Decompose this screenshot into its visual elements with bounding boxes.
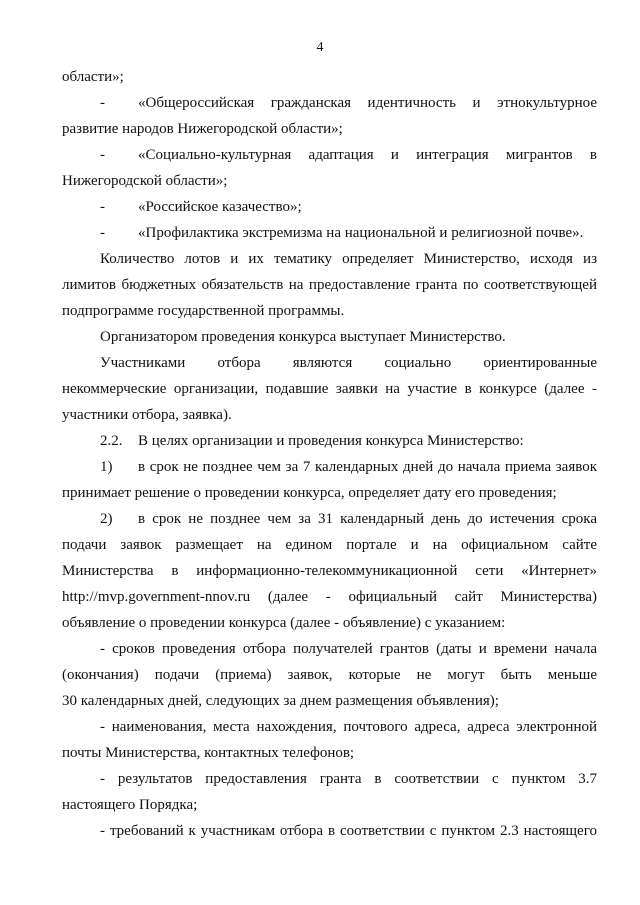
text-line: Нижегородской области»; <box>62 173 228 189</box>
text-line: области»; <box>62 69 124 85</box>
section-heading <box>62 428 597 454</box>
section-number: 2.2. <box>100 433 123 449</box>
text-line: объявление о проведении конкурса (далее - объявление) с указанием: <box>62 615 506 631</box>
text-line: участники отбора, заявка). <box>62 407 232 423</box>
document-body <box>62 64 597 844</box>
list-dash: - <box>100 225 105 241</box>
text-line: настоящего Порядка; <box>62 797 198 813</box>
list-item <box>62 506 597 532</box>
text-line: подпрограмме государственной программы. <box>62 303 345 319</box>
text-line: В целях организации и проведения конкурса Министерство: <box>138 433 524 449</box>
list-item <box>62 454 597 480</box>
text-line: в срок не позднее чем за 31 календарный день до истечения срока <box>138 511 597 527</box>
text-line: «Общероссийская гражданская идентичность и этнокультурное <box>138 95 597 111</box>
text-line: http://mvp.government-nnov.ru (далее - официальный сайт Министерства) <box>62 589 597 605</box>
text-line: подачи заявок размещает на едином портале и на официальном сайте <box>62 537 597 553</box>
list-dash: - <box>100 147 105 163</box>
text-line: Министерства в информационно-телекоммуникационной сети «Интернет» <box>62 563 597 579</box>
text-line: - результатов предоставления гранта в соответствии с пунктом 3.7 <box>100 771 597 787</box>
list-dash: - <box>100 95 105 111</box>
text-line: «Социально-культурная адаптация и интеграция мигрантов в <box>138 147 597 163</box>
page-number: 4 <box>316 40 324 55</box>
list-item <box>62 220 597 246</box>
text-line: «Российское казачество»; <box>138 199 302 215</box>
text-line: лимитов бюджетных обязательств на предоставление гранта по соответствующей <box>62 277 597 293</box>
text-line: 30 календарных дней, следующих за днем размещения объявления); <box>62 693 499 709</box>
text-line: - сроков проведения отбора получателей грантов (даты и времени начала <box>100 641 597 657</box>
list-item <box>62 142 597 168</box>
text-line: Организатором проведения конкурса выступает Министерство. <box>100 329 506 345</box>
item-number: 1) <box>100 459 113 475</box>
list-item <box>62 194 597 220</box>
text-line: принимает решение о проведении конкурса, определяет дату его проведения; <box>62 485 557 501</box>
text-line: развитие народов Нижегородской области»; <box>62 121 343 137</box>
text-line: «Профилактика экстремизма на национальной и религиозной почве». <box>138 225 584 241</box>
text-line: - наименования, места нахождения, почтового адреса, адреса электронной <box>100 719 597 735</box>
item-number: 2) <box>100 511 113 527</box>
list-dash: - <box>100 199 105 215</box>
text-line: - требований к участникам отбора в соответствии с пунктом 2.3 настоящего <box>100 823 597 839</box>
text-line: почты Министерства, контактных телефонов; <box>62 745 355 761</box>
text-line: (окончания) подачи (приема) заявок, которые не могут быть меньше <box>62 667 597 683</box>
text-line: Участниками отбора являются социально ориентированные <box>100 355 597 371</box>
text-line: Количество лотов и их тематику определяет Министерство, исходя из <box>100 251 597 267</box>
text-line: некоммерческие организации, подавшие заявки на участие в конкурсе (далее - <box>62 381 597 397</box>
list-item <box>62 90 597 116</box>
text-line: в срок не позднее чем за 7 календарных дней до начала приема заявок <box>138 459 597 475</box>
